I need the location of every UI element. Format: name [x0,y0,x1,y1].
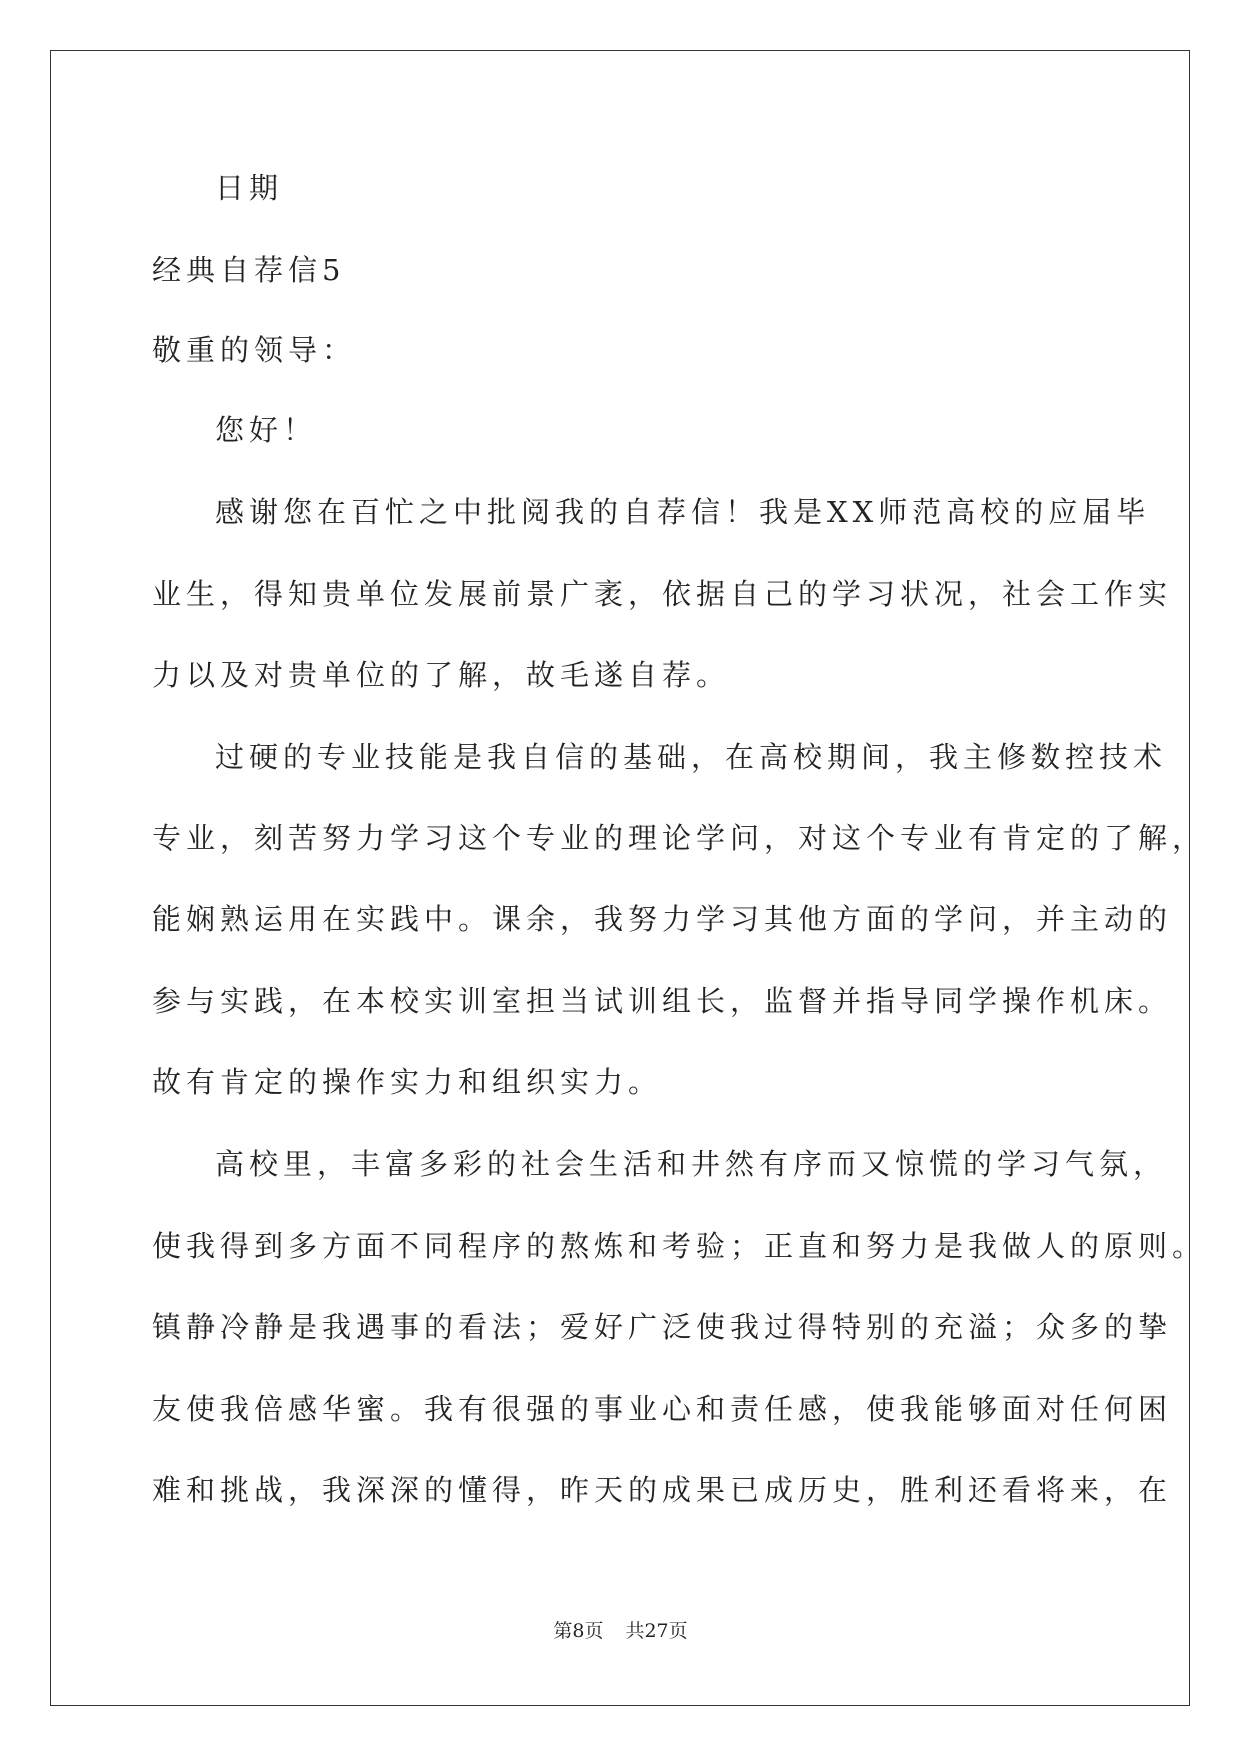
body-line: 镇静冷静是我遇事的看法；爱好广泛使我过得特别的充溢；众多的挚 [152,1310,1173,1344]
body-line: 高校里，丰富多彩的社会生活和井然有序而又惊慌的学习气氛， [215,1147,1168,1181]
body-line: 业生，得知贵单位发展前景广袤，依据自己的学习状况，社会工作实 [152,577,1173,611]
body-line: 难和挑战，我深深的懂得，昨天的成果已成历史，胜利还看将来，在 [152,1473,1173,1507]
body-line: 感谢您在百忙之中批阅我的自荐信！我是XX师范高校的应届毕 [215,495,1151,529]
greeting: 您好！ [215,413,318,447]
date-line: 日期 [215,171,284,205]
body-line: 参与实践，在本校实训室担当试训组长，监督并指导同学操作机床。 [152,984,1173,1018]
body-line: 能娴熟运用在实践中。课余，我努力学习其他方面的学问，并主动的 [152,902,1173,936]
total-pages: 共27页 [625,1620,688,1642]
body-line: 使我得到多方面不同程序的熬炼和考验；正直和努力是我做人的原则。 [152,1229,1207,1263]
body-line: 友使我倍感华蜜。我有很强的事业心和责任感，使我能够面对任何困 [152,1392,1173,1426]
current-page: 第8页 [553,1620,604,1642]
body-line: 力以及对贵单位的了解，故毛遂自荐。 [152,658,731,692]
page-border [50,50,1190,1706]
body-line: 过硬的专业技能是我自信的基础，在高校期间，我主修数控技术 [215,740,1168,774]
body-line: 故有肯定的操作实力和组织实力。 [152,1065,663,1099]
body-line: 专业，刻苦努力学习这个专业的理论学问，对这个专业有肯定的了解， [152,821,1207,855]
page-footer [0,1616,1241,1643]
letter-heading: 经典自荐信5 [152,253,346,287]
salutation: 敬重的领导： [152,333,357,367]
